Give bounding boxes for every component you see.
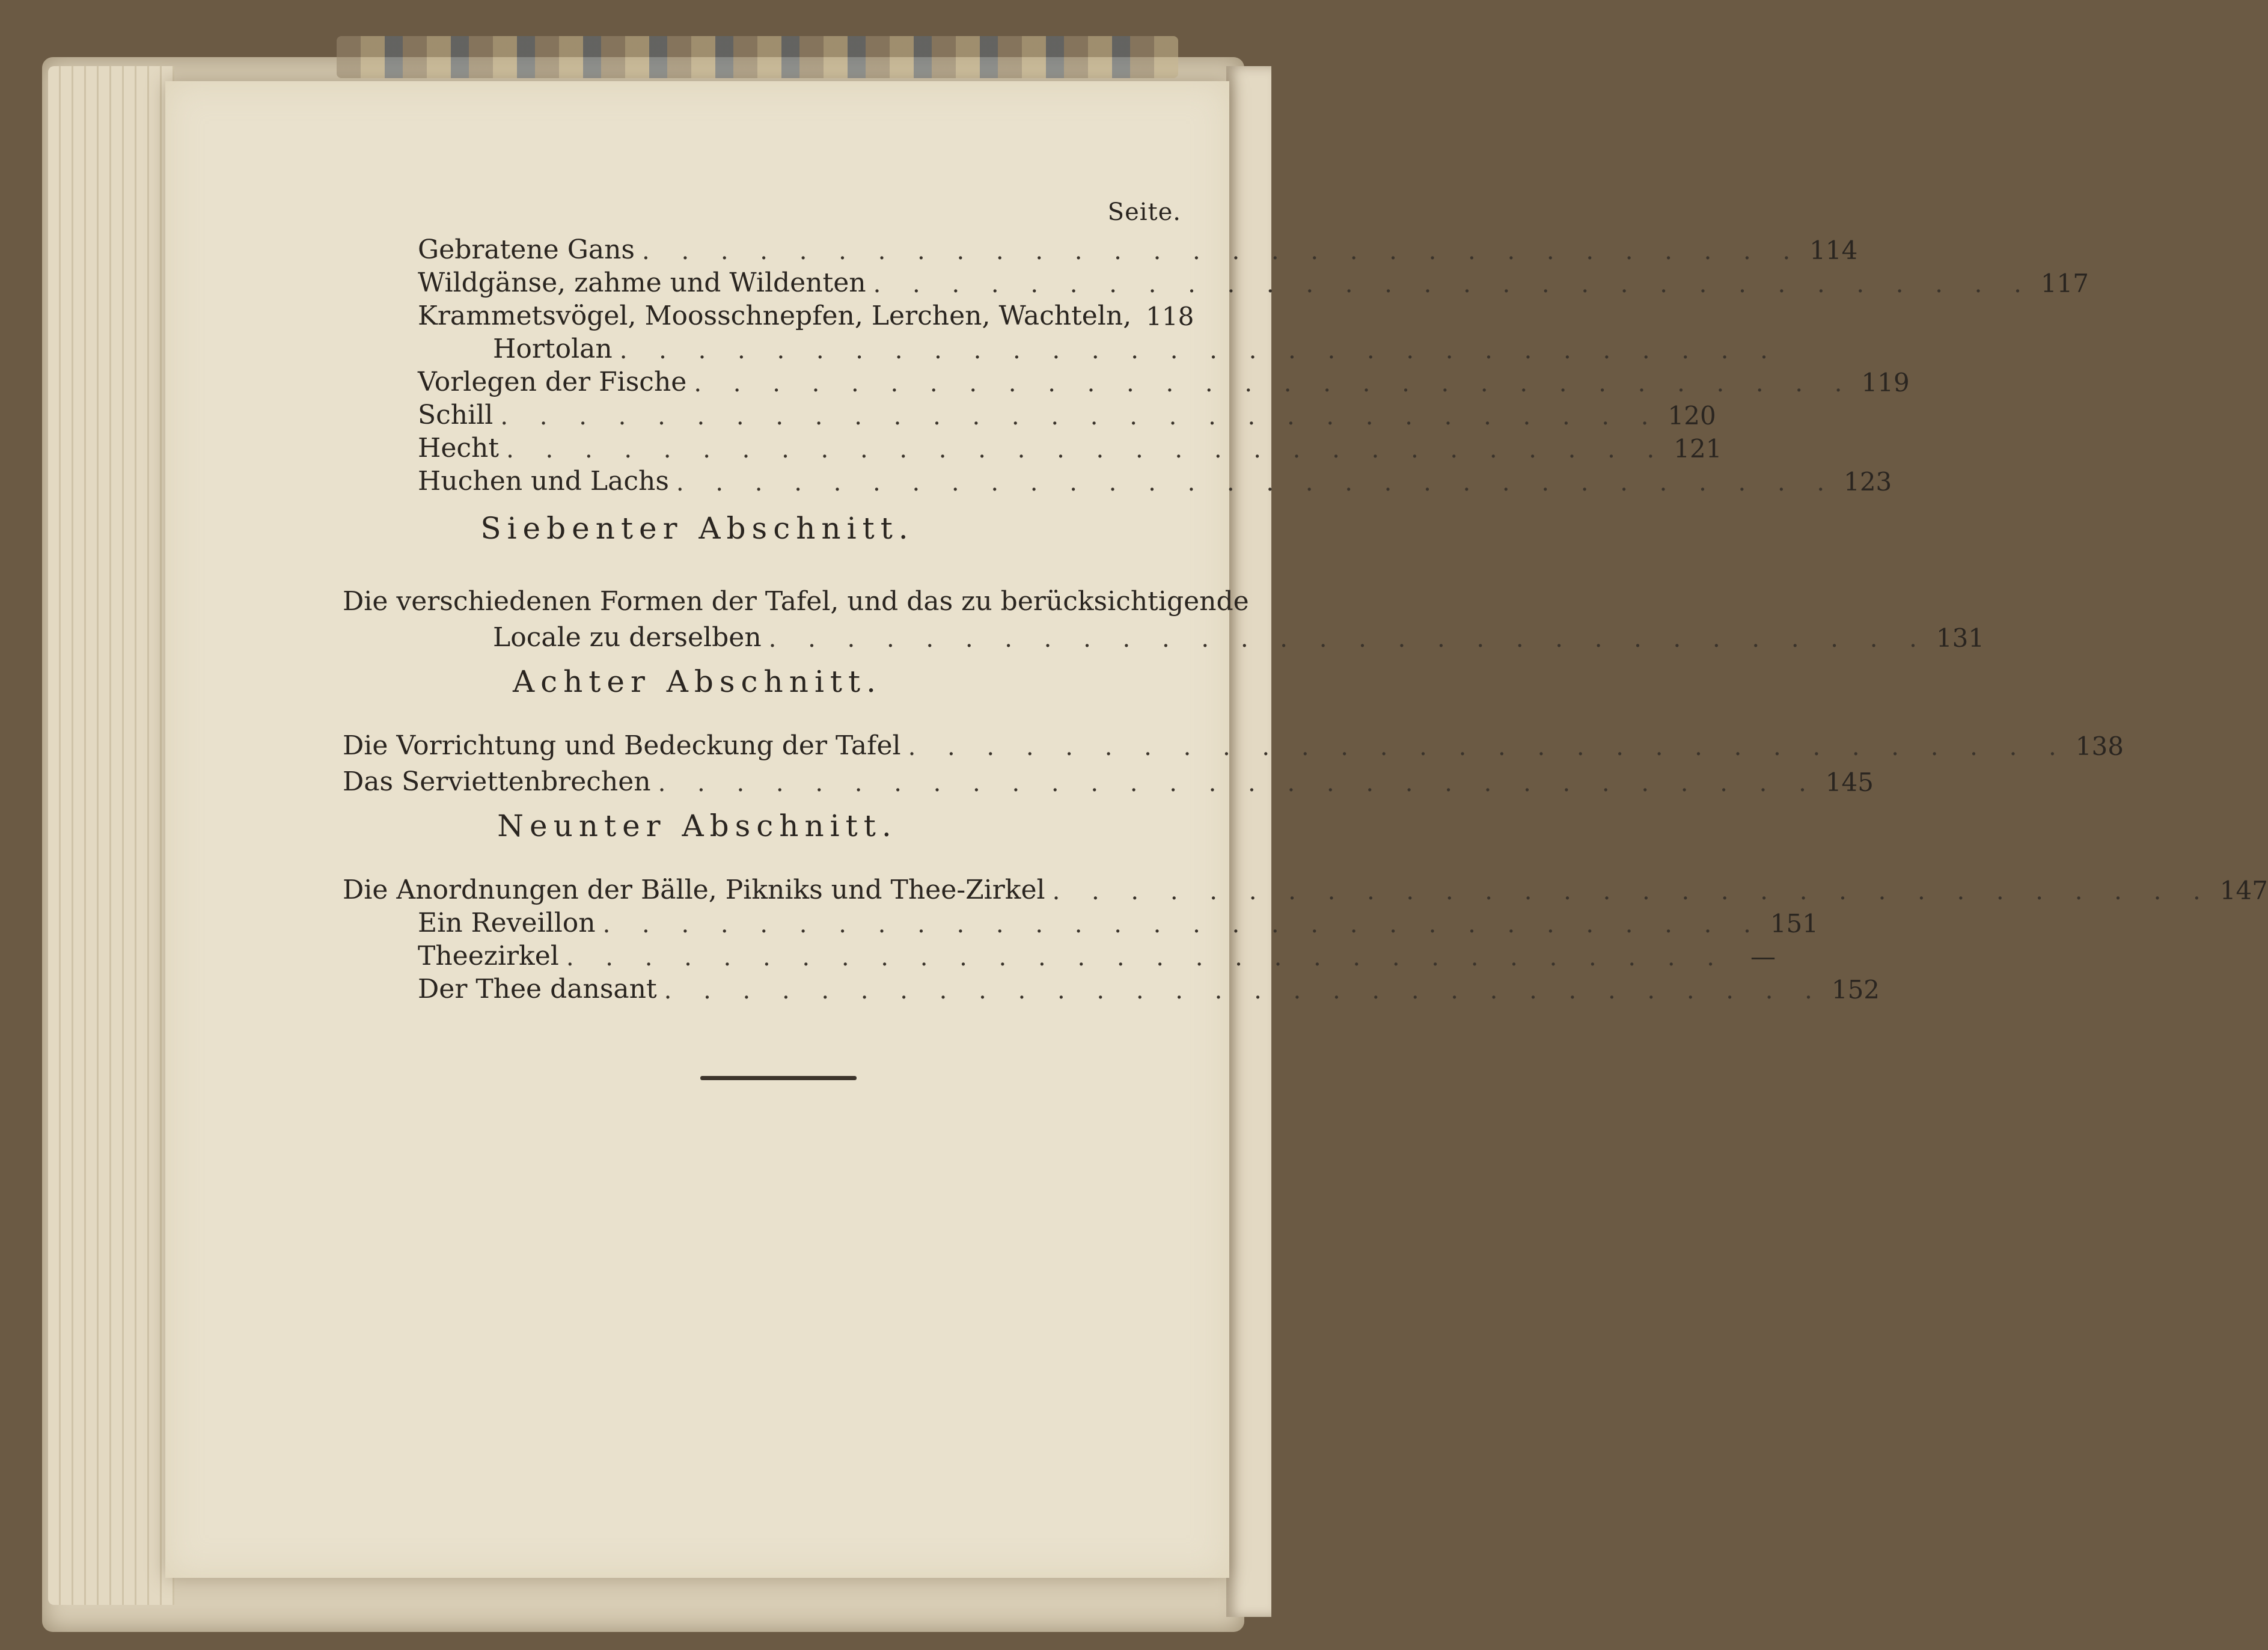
toc-entry-label: Das Serviettenbrechen: [343, 766, 651, 797]
toc-entry: [418, 231, 1858, 265]
leader-dots: . . . . . . . . . . . . . . . . . . . . . . . . . . . . . .: [676, 469, 1837, 497]
toc-entry-label: Der Thee dansant: [418, 974, 657, 1004]
table-of-contents: [165, 81, 2268, 1578]
toc-entry: [418, 298, 1194, 331]
leader-dots: . . . . . . . . . . . . . . . . . . . . . . . . . . . . . .: [873, 270, 2034, 298]
toc-entry: [418, 905, 1818, 938]
leader-dots: . . . . . . . . . . . . . . . . . . . . . . . . . . . . . .: [658, 769, 1818, 797]
toc-entry-page: 119: [1861, 368, 1910, 397]
toc-entry-label: Locale zu derselben: [493, 622, 762, 653]
marbled-cover-edge: [337, 36, 1178, 78]
toc-entry: [418, 397, 1716, 430]
toc-entry-page: 120: [1667, 401, 1716, 430]
toc-entry-page: —: [1750, 942, 1776, 971]
toc-entry: [418, 264, 2089, 298]
toc-entry-page: 131: [1936, 623, 1985, 653]
toc-entry: [343, 583, 1249, 617]
toc-entry: [418, 463, 1892, 497]
toc-entry: [418, 938, 1776, 971]
toc-entry-label: Wildgänse, zahme und Wildenten: [418, 267, 866, 298]
toc-entry: [343, 872, 2268, 905]
leader-dots: . . . . . . . . . . . . . . . . . . . . . . . . . . . . . .: [566, 944, 1727, 971]
toc-entry-page: 147: [2219, 876, 2268, 905]
toc-entry-label: Gebratene Gans: [418, 234, 635, 265]
toc-entry: [418, 430, 1722, 463]
toc-entry-label: Schill: [418, 400, 494, 430]
page-column-header: Seite.: [1107, 198, 1181, 226]
toc-entry-page: 145: [1825, 768, 1874, 797]
leader-dots: . . . . . . . . . . . . . . . . . . . . . . . . . . . . . .: [500, 403, 1661, 430]
leader-dots: . . . . . . . . . . . . . . . . . . . . . . . . . . . . . .: [1052, 878, 2213, 905]
toc-entry-label: Hortolan: [493, 334, 613, 364]
toc-entry: [343, 763, 1874, 797]
leader-dots: . . . . . . . . . . . . . . . . . . . . . . . . . . . . . .: [642, 237, 1803, 265]
toc-entry-page: 121: [1673, 434, 1722, 463]
toc-entry-continuation: [493, 619, 1985, 653]
section-heading: Achter Abschnitt.: [512, 664, 882, 699]
leader-dots: . . . . . . . . . . . . . . . . . . . . . . . . . . . . . .: [619, 337, 1780, 364]
toc-entry-page: 138: [2075, 732, 2124, 761]
toc-entry: [343, 727, 2124, 761]
toc-entry-label: Die verschiedenen Formen der Tafel, und das zu berücksichtigende: [343, 586, 1249, 617]
page-stack-edges: [48, 66, 174, 1605]
toc-entry-continuation: [493, 331, 1780, 364]
toc-entry-label: Ein Reveillon: [418, 908, 596, 938]
toc-entry-label: Hecht: [418, 433, 500, 463]
toc-entry-label: Die Anordnungen der Bälle, Pikniks und Thee-Zirkel: [343, 875, 1045, 905]
toc-entry-page: 152: [1831, 975, 1880, 1004]
toc-entry-label: Krammetsvögel, Moosschnepfen, Lerchen, Wachteln,: [418, 301, 1132, 331]
leader-dots: . . . . . . . . . . . . . . . . . . . . . . . . . . . . . .: [768, 625, 1929, 653]
toc-entry-page: 114: [1809, 236, 1858, 265]
toc-entry-page: 151: [1770, 909, 1818, 938]
toc-entry-label: Theezirkel: [418, 941, 559, 971]
leader-dots: . . . . . . . . . . . . . . . . . . . . . . . . . . . . . .: [506, 436, 1667, 463]
leader-dots: . . . . . . . . . . . . . . . . . . . . . . . . . . . . . .: [694, 370, 1854, 397]
toc-entry-page: 123: [1844, 467, 1892, 497]
toc-entry-page: 117: [2040, 269, 2089, 298]
facing-page-edge: [1226, 66, 1271, 1617]
leader-dots: . . . . . . . . . . . . . . . . . . . . . . . . . . . . . .: [908, 733, 2068, 761]
toc-entry-label: Die Vorrichtung und Bedeckung der Tafel: [343, 730, 901, 761]
leader-dots: . . . . . . . . . . . . . . . . . . . . . . . . . . . . . .: [602, 911, 1763, 938]
book-page: [165, 81, 2268, 1578]
toc-entry: [418, 364, 1910, 397]
toc-entry-page: 118: [1146, 302, 1194, 331]
toc-entry-label: Huchen und Lachs: [418, 466, 669, 497]
leader-dots: . . . . . . . . . . . . . . . . . . . . . . . . . . . . . .: [664, 977, 1824, 1004]
section-heading: Siebenter Abschnitt.: [480, 511, 914, 546]
section-heading: Neunter Abschnitt.: [497, 808, 897, 843]
closing-rule: [700, 1076, 857, 1080]
toc-entry-label: Vorlegen der Fische: [418, 367, 687, 397]
toc-entry: [418, 971, 1880, 1004]
